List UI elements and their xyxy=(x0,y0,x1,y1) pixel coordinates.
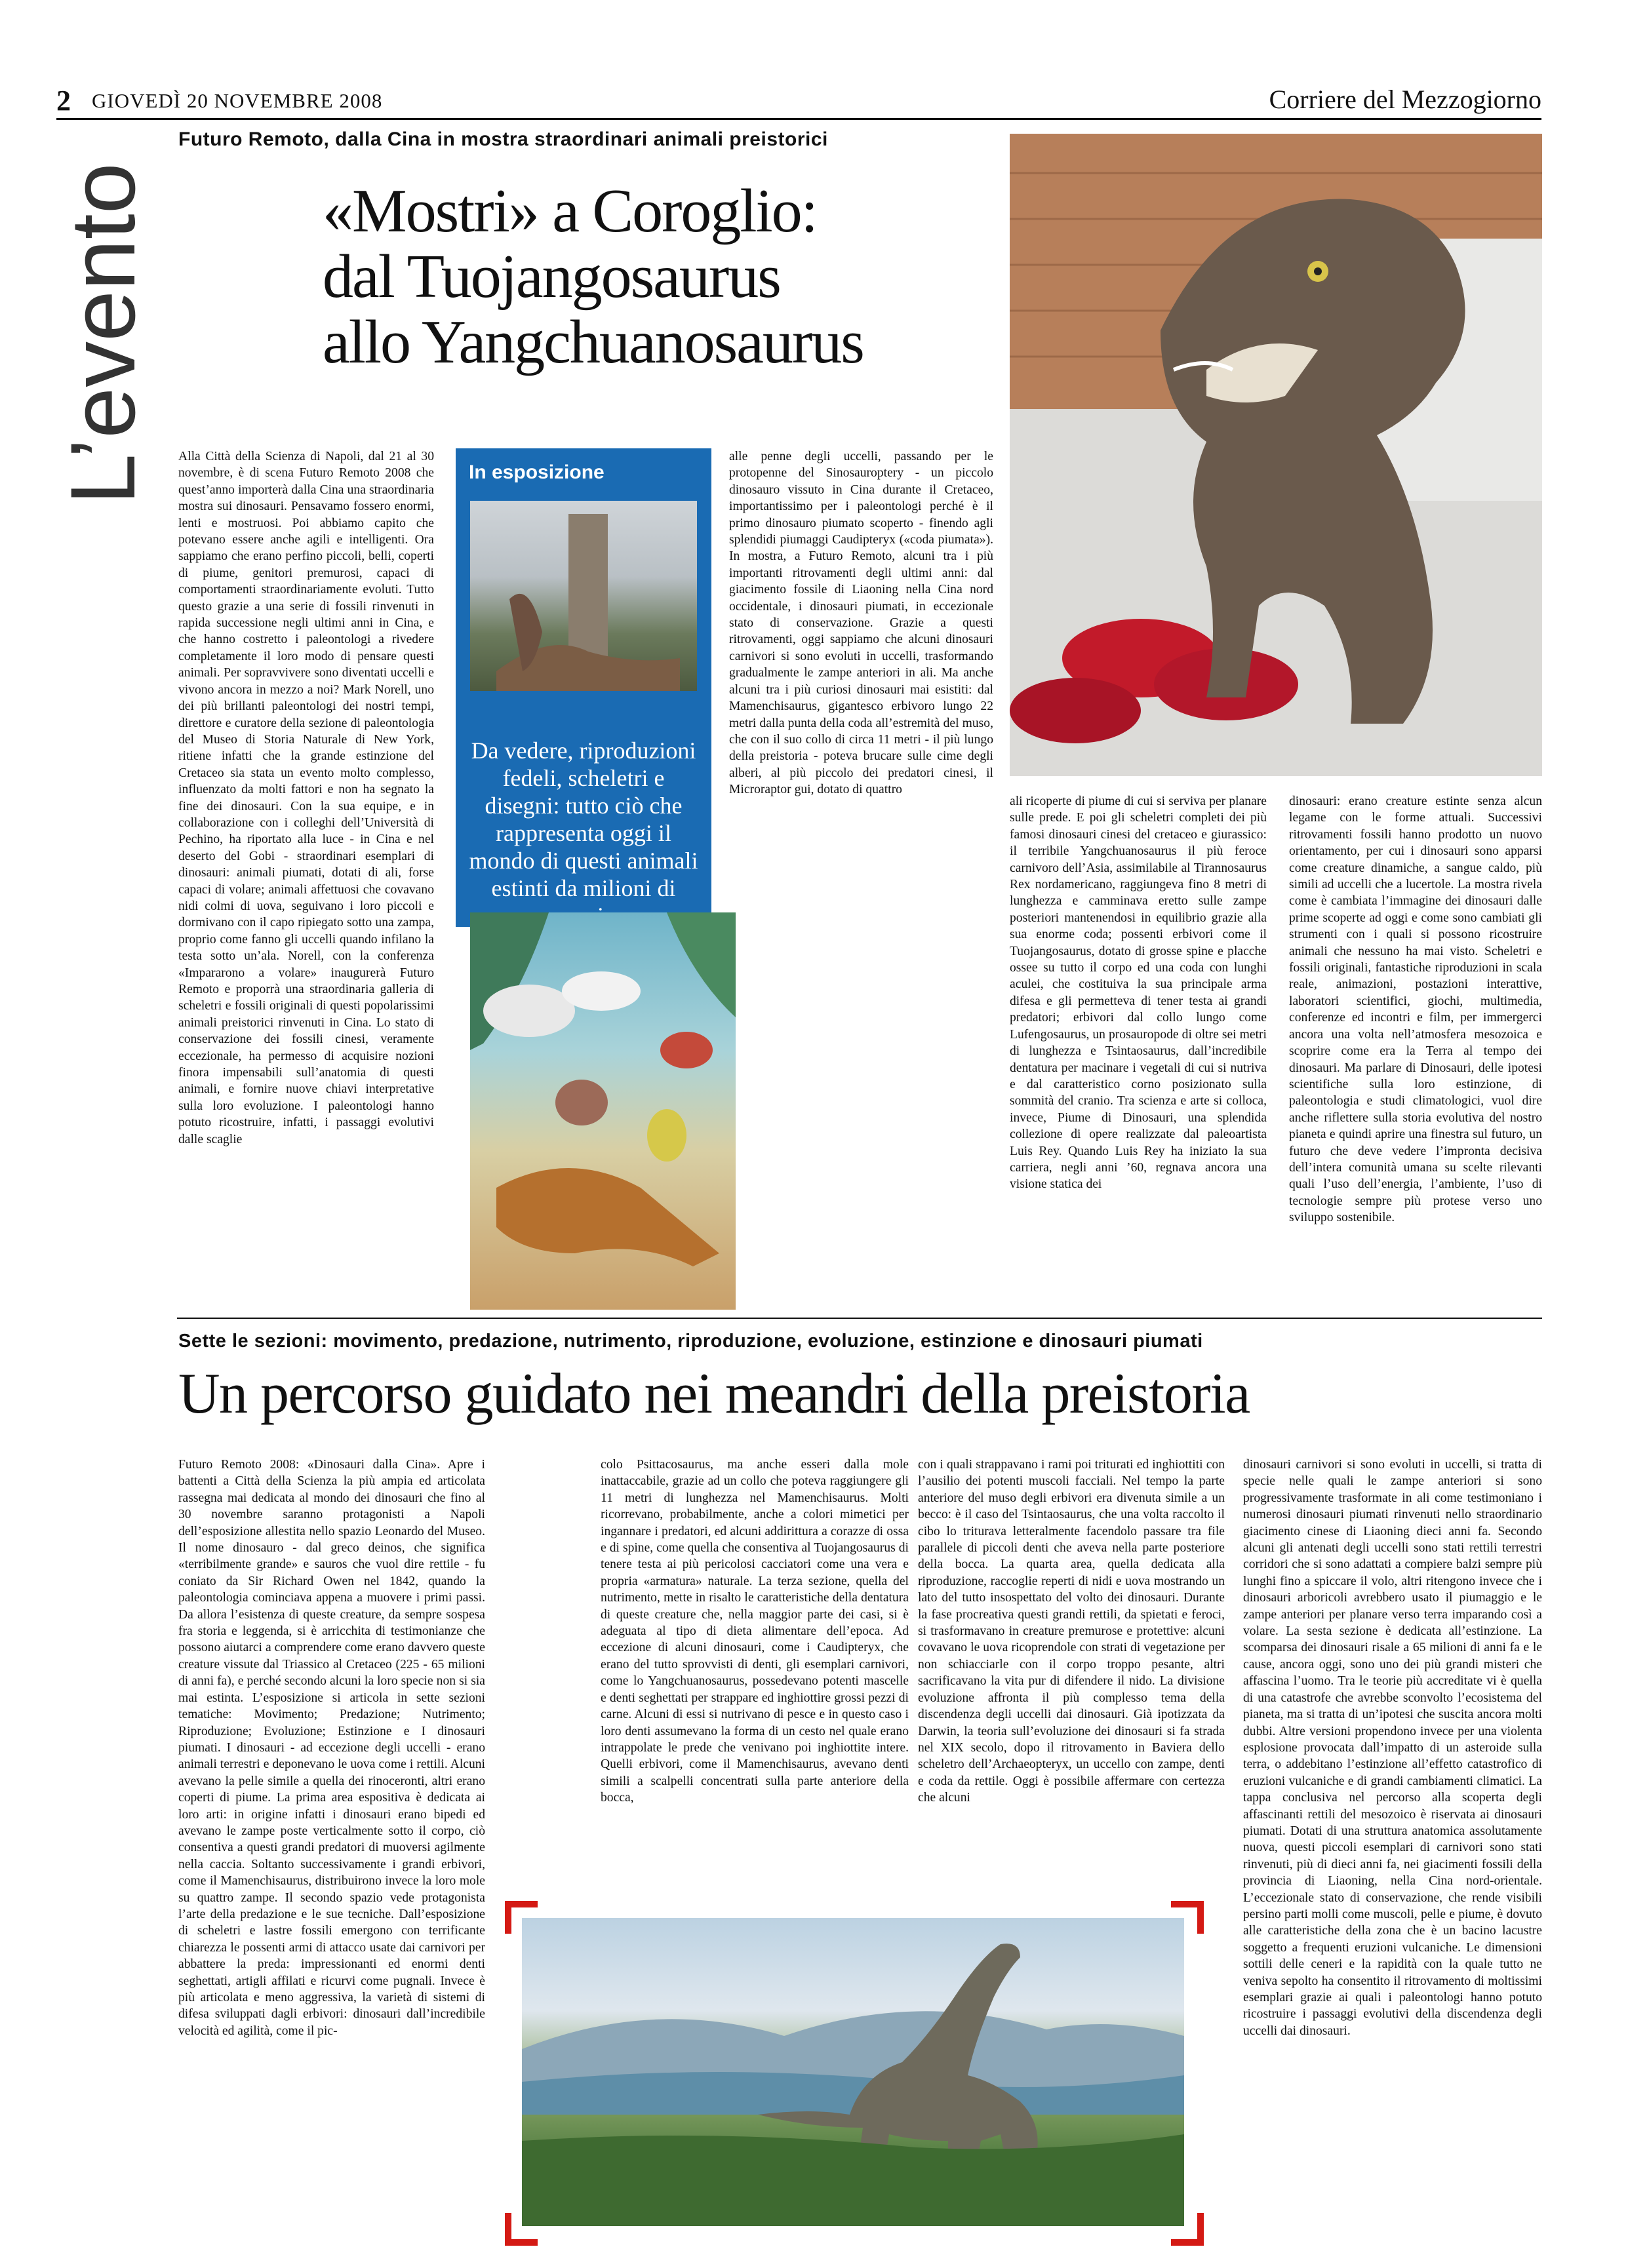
article1-title-line: allo Yangchuanosaurus xyxy=(323,308,864,376)
article2-text: colo Psittacosaurus, ma anche esseri dalla mole inattaccabile, grazie ad un collo che poteva raggiungere gli 11 metri di lunghezza nel Mamenchisaurus. Molti ricorrevano, probabilmente, anche a colori mimetici per ingannare i predatori, ed alcuni addirittura a corazze di ossa e di spine, come quella che consentiva al Tuojangosaurus di tenere testa ai più pericolosi cacciatori come una vera e propria «armatura» naturale. La terza sezione, quella del nutrimento, mette in risalto le caratteristiche della dentatura di queste creature che, nella maggior parte dei casi, si è adeguata al tipo di dieta alimentare dell’epoca. Ad eccezione di alcuni dinosauri, come i Caudipteryx, che erano del tutto sprovvisti di denti, gli esemplari carnivori, come lo Yangchuanosaurus, possedevano potenti mascelle e denti seghettati per strappare ed inghiottire grossi pezzi di carne. Alcuni di essi si nutrivano di pesce e in questo caso i loro denti assumevano la forma di un cesto nel quale erano intrappolate le prede che venivano poi inghiottite intere. Quelli erbivori, come il Mamenchisaurus, avevano denti simili a scalpelli concentrati sulla parte anteriore della bocca, xyxy=(601,1458,909,1805)
article2-text: dinosauri carnivori si sono evoluti in uccelli, si tratta di specie nelle quali le zampe anteriori si sono progressivamente trasformate in ali come testimoniano i numerosi dinosauri piumati rinvenuti nello straordinario giacimento cinese di Liaoning dieci anni fa. Secondo alcuni gli antenati degli uccelli sono stati rettili terrestri corridori che si sono adattati a compiere balzi sempre più lunghi fino a spiccare il volo, altri ritengono invece che i dinosauri arboricoli avrebbero usato il piumaggio e le zampe anteriori per planare verso terra imparando così a volare. La sesta sezione è dedicata all’estinzione. La scomparsa dei dinosauri risale a 65 milioni di anni fa e le cause, ancora oggi, sono uno dei più grandi misteri che affascina l’uomo. Tra le teorie più accreditate vi è quella di una catastrofe che avrebbe sconvolto l’ecosistema del pianeta, ma si tratta di un’ipotesi che suscita ancora molti dubbi. Altre versioni propendono invece per una violenta esplosione provocata dall’impatto di un asteroide sulla terra, o addebitano l’estinzione all’effetto catastrofico di eruzioni vulcaniche e di grandi cambiamenti climatici. La tappa conclusiva nel percorso alla scoperta degli affascinanti rettili del mesozoico è riservata ai dinosauri piumati. Dotati di una struttura anatomica assolutamente nuova, questi piccoli esemplari di carnivori sono stati rinvenuti, più di dieci anni fa, nei giacimenti fossili della provincia di Liaoning, nella Cina nord-orientale. L’eccezionale stato di conservazione, che rende visibili persino parti molli come muscoli, pelle e piume, è dovuto alle caratteristiche della zona che è un bacino lacustre soggetto a frequenti eruzioni vulcaniche. Le dimensioni sottili delle ceneri e la rapidità con la quale tutto ne veniva sepolto ha consentito il ritrovamento di moltissimi esemplari grazie ai quali i paleontologi hanno potuto ricostruire i passaggi evolutivi della discendenza degli uccelli dai dinosauri. xyxy=(1243,1458,1542,2038)
sidebar-box xyxy=(456,448,711,927)
page-number: 2 xyxy=(56,85,71,117)
article1-column-1 xyxy=(178,448,434,1308)
fossil-photo xyxy=(470,501,697,691)
dinosaur-illustration xyxy=(470,912,736,1310)
article1-title-line: dal Tuojangosaurus xyxy=(323,243,780,311)
article2-kicker: Sette le sezioni: movimento, predazione, nutrimento, riproduzione, evoluzione, estinzione e dinosauri piumati xyxy=(178,1331,1203,1352)
article1-text: alle penne degli uccelli, passando per le protopenne del Sinosauroptery - un piccolo dinosauro vissuto in Cina durante il Cretaceo, importantissimo per i paleontologi perché è il primo dinosauro piumato scoperto - finendo agli splendidi piumaggi Caudipteryx («coda piumata»). In mostra, a Futuro Remoto, alcuni tra i più importanti ritrovamenti degli ultimi anni: dal giacimento fossile di Liaoning nella Cina nord occidentale, i dinosauri piumati, in eccezionale stato di conservazione. Grazie a questi ritrovamenti, oggi sappiamo che alcuni dinosauri carnivori si sono evoluti in uccelli, trasformando gradualmente le zampe anteriori in ali. Ma anche alcuni tra i più curiosi dinosauri mai esistiti: dal Mamenchisaurus, gigantesco erbivoro lungo 22 metri dalla punta della coda all’estremità del muso, che con il suo collo di circa 11 metri - il più lungo della preistoria - poteva brucare sulle cime degli alberi, al più piccolo dei predatori cinesi, il Microraptor gui, dotato di quattro xyxy=(729,450,993,797)
article2-column-4 xyxy=(1243,1457,1542,2243)
issue-date: GIOVEDÌ 20 NOVEMBRE 2008 xyxy=(92,89,383,112)
article1-text: dinosauri: erano creature estinte senza alcun legame con le forme attuali. Successivi ritrovamenti fossili hanno prodotto un nuovo orientamento, per cui i dinosauri sono apparsi come creature dinamiche, a sangue caldo, più simili ad uccelli che a lucertole. La mostra rivela come è cambiata l’immagine dei dinosauri dalle prime scoperte ad oggi e come sono cambiati gli strumenti con i quali si possono ricostruire animali che nessuno ha mai visto. Scheletri e fossili originali, fantastiche riproduzioni in scala reale, animazioni, postazioni interattive, laboratori scientifici, giochi, multimedia, conferenze ed incontri e film, per immergerci ancora una volta nell’atmosfera mesozoica e scoprire come era la Terra al tempo dei dinosauri. Ma parlare di Dinosauri, delle ipotesi scientifiche sulla loro estinzione, di paleontologia e studi climatologici, vuol dire anche riflettere sulla storia evolutiva del nostro pianeta e quindi aprire una finestra sul futuro, un futuro che deve vedere l’impronta decisiva dell’intera comunità umana su scelte rilevanti quali l’uso dell’energia, l’ambiente, l’uso di tecnologie sempre più protese verso uno sviluppo sostenibile. xyxy=(1289,794,1542,1225)
article2-column-1 xyxy=(178,1457,485,2250)
article1-text: ali ricoperte di piume di cui si serviva per planare sulle prede. E poi gli scheletri completi dei più famosi dinosauri cinesi del cretaceo e giurassico: il terribile Yangchuanosaurus il più feroce carnivoro dell’Asia, assimilabile al Tirannosaurus Rex nordamericano, raggiungeva fino 8 metri di lunghezza e camminava eretto sulle zampe posteriori mantenendosi in equilibrio grazie alla sua enorme coda; possenti erbivori come il Tuojangosaurus, dotato di grosse spine e placche ossee su tutto il corpo ed una coda con lunghi aculei, che costituiva la sua principale arma difesa e gli permetteva di tener testa ai grandi predatori; erbivori dal collo lungo come Lufengosaurus, un prosauropode di oltre sei metri di lunghezza e Tsintaosaurus, dall’incredibile dentatura per macinare i vegetali di cui si nutriva e dal caratteristico corno posizionato sulla sommità del cranio. Tra scienza e arte si colloca, invece, Piume di Dinosauri, una splendida collezione di opere realizzate dal paleoartista Luis Rey. Quando Luis Rey ha iniziato la sua carriera, negli anni ’60, regnava ancora una visione statica dei xyxy=(1010,794,1267,1192)
sidebar-quote: Da vedere, riproduzioni fedeli, scheletri e disegni: tutto ciò che rappresenta oggi il mondo di questi animali estinti da milioni di xyxy=(469,737,698,901)
article1-column-4 xyxy=(1289,793,1542,1308)
article1-title xyxy=(323,178,864,375)
brachiosaurus-photo xyxy=(522,1918,1184,2226)
article2-column-2 xyxy=(601,1457,909,1879)
section-label: L’evento xyxy=(51,163,154,505)
sidebar-title: In esposizione xyxy=(469,461,605,483)
header-rule xyxy=(56,118,1541,120)
article1-column-3 xyxy=(1010,793,1267,1308)
section-rule xyxy=(177,1318,1542,1319)
article2-title: Un percorso guidato nei meandri della preistoria xyxy=(178,1362,1250,1426)
article1-kicker: Futuro Remoto, dalla Cina in mostra straordinari animali preistorici xyxy=(178,128,828,150)
newspaper-name: Corriere del Mezzogiorno xyxy=(1269,85,1541,114)
trex-photo xyxy=(1010,134,1542,776)
article2-text: Futuro Remoto 2008: «Dinosauri dalla Cina». Apre i battenti a Città della Scienza la più ampia ed articolata rassegna mai dedicata al mondo dei dinosauri che fino al 30 novembre saranno protagonisti a Napoli dell’esposizione allestita nello spazio Leonardo del Museo. Il nome dinosauro - dal greco deinos, che significa «terribilmente grande» e sauros che vuol dire rettile - fu coniato da Sir Richard Owen nel 1842, quando la paleontologia cominciava appena a muovere i primi passi. Da allora l’esistenza di queste creature, da sempre sospesa fra storia e leggenda, si è arricchita di testimonianze che possono aiutarci a comprendere come erano davvero queste creature vissute dal Triassico al Cretaceo (225 - 65 milioni di anni fa), e perché secondo alcuni la loro specie non si sia mai estinta. L’esposizione si articola in sette sezioni tematiche: Movimento; Predazione; Nutrimento; Riproduzione; Evoluzione; Estinzione e I dinosauri piumati. I dinosauri - ad eccezione degli uccelli - erano animali terrestri e deponevano le uova come i rettili. Alcuni avevano la pelle simile a quella dei rinoceronti, altri erano coperti di piume. La prima area espositiva è dedicata ai loro arti: in origine infatti i dinosauri erano bipedi ed avevano le zampe poste verticalmente sotto il corpo, ciò consentiva a questi grandi predatori di muoversi agilmente nella caccia. Soltanto successivamente i grandi erbivori, come il Mamenchisaurus, distribuirono invece la loro mole su quattro zampe. Il secondo spazio vede protagonista l’arte della predazione e le sue tecniche. Dall’esposizione di scheletri e lastre fossili emergono con terrificante chiarezza le possenti armi di attacco usate dai carnivori per abbattere la preda: impressionanti ed enormi denti seghettati, artigli affilati e ricurvi come pugnali. Invece è più articolata e meno aggressiva, la varietà di sistemi di difesa sviluppati dagli erbivori: dinosauri dall’incredibile velocità ed agilità, come il pic- xyxy=(178,1458,485,2038)
article1-column-2 xyxy=(729,448,993,888)
article2-text: con i quali strappavano i rami poi triturati ed inghiottiti con l’ausilio dei potenti muscoli facciali. Nel tempo la parte anteriore del muso degli erbivori era divenuta simile a un becco: è il caso del Tsintaosaurus, che una volta raccolto il cibo lo triturava letteralmente facendolo passare tra file parallele di piccoli denti che aveva nella parte posteriore della bocca. La quarta area, quella dedicata alla riproduzione, raccoglie reperti di nidi e uova mostrando un lato del tutto insospettato del volto dei dinosauri. Durante la fase procreativa questi grandi rettili, da spietati e feroci, si trasformavano in creature premurose e protettive: alcuni covavano le uova ricoprendole con strati di vegetazione per non schiacciarle con il corpo troppo pesante, altri sacrificavano la vita pur di difendere il nido. La divisione evoluzione affronta il più complesso tema della discendenza degli uccelli dai dinosauri. Già ipotizzata da Darwin, la teoria sull’evoluzione dei dinosauri si fa strada nel XIX secolo, dopo il ritrovamento in Baviera dello scheletro dell’Archaeopteryx, un uccello con zampe, denti e coda da rettile. Oggi è possibile affermare con certezza che alcuni xyxy=(918,1458,1225,1805)
article2-column-3 xyxy=(918,1457,1225,1879)
article1-title-line: «Mostri» a Coroglio: xyxy=(323,177,817,245)
article1-text: Alla Città della Scienza di Napoli, dal 21 al 30 novembre, è di scena Futuro Remoto 2008 che quest’anno importerà dalla Cina una straordinaria mostra sui dinosauri. Pensavamo fossero enormi, lenti e mostruosi. Poi abbiamo capito che potevano essere anche agili e intelligenti. Ora sappiamo che erano perfino piccoli, belli, coperti di piume, genitori premurosi, capaci di comportamenti straordinariamente evoluti. Tutto questo grazie a una serie di fossili rinvenuti in rapida successione negli ultimi anni in Cina, e che hanno costretto i paleontologi a rivedere completamente il loro modo di pensare questi animali. Per sopravvivere sono diventati uccelli e vivono ancora in mezzo a noi? Mark Norell, uno dei più brillanti paleontologi dei nostri tempi, direttore e curatore della sezione di paleontologia del Museo di Storia Naturale di New York, ritiene infatti che la grande estinzione del Cretaceo sia stata un evento molto complesso, influenzato da molti fattori e non ha segnato la fine dei dinosauri. Con la sua equipe, e in collaborazione con i colleghi dell’Università di Pechino, ha riportato alla luce - in Cina e nel deserto del Gobi - straordinari esemplari di dinosauri: animali piumati, dotati di ali, forse capaci di volare; animali affettuosi che covavano nidi colmi di uova, seguivano i loro piccoli e dormivano con il capo ripiegato sotto una zampa, proprio come fanno gli uccelli quando infilano la testa sotto un’ala. Norell, con la conferenza «Impararono a volare» inaugurerà Futuro Remoto e proporrà una straordinaria galleria di scheletri e fossili originali di questi popolarissimi animali preistorici rinvenuti in Cina. Lo stato di conservazione dei fossili cinesi, veramente eccezionale, ha permesso di acquisire nozioni finora impensabili sull’anatomia di questi animali, e fornire nuove chiavi interpretative sulla loro evoluzione. I paleontologi hanno potuto ricostruire, infatti, i passaggi evolutivi dalle scaglie xyxy=(178,450,434,1146)
